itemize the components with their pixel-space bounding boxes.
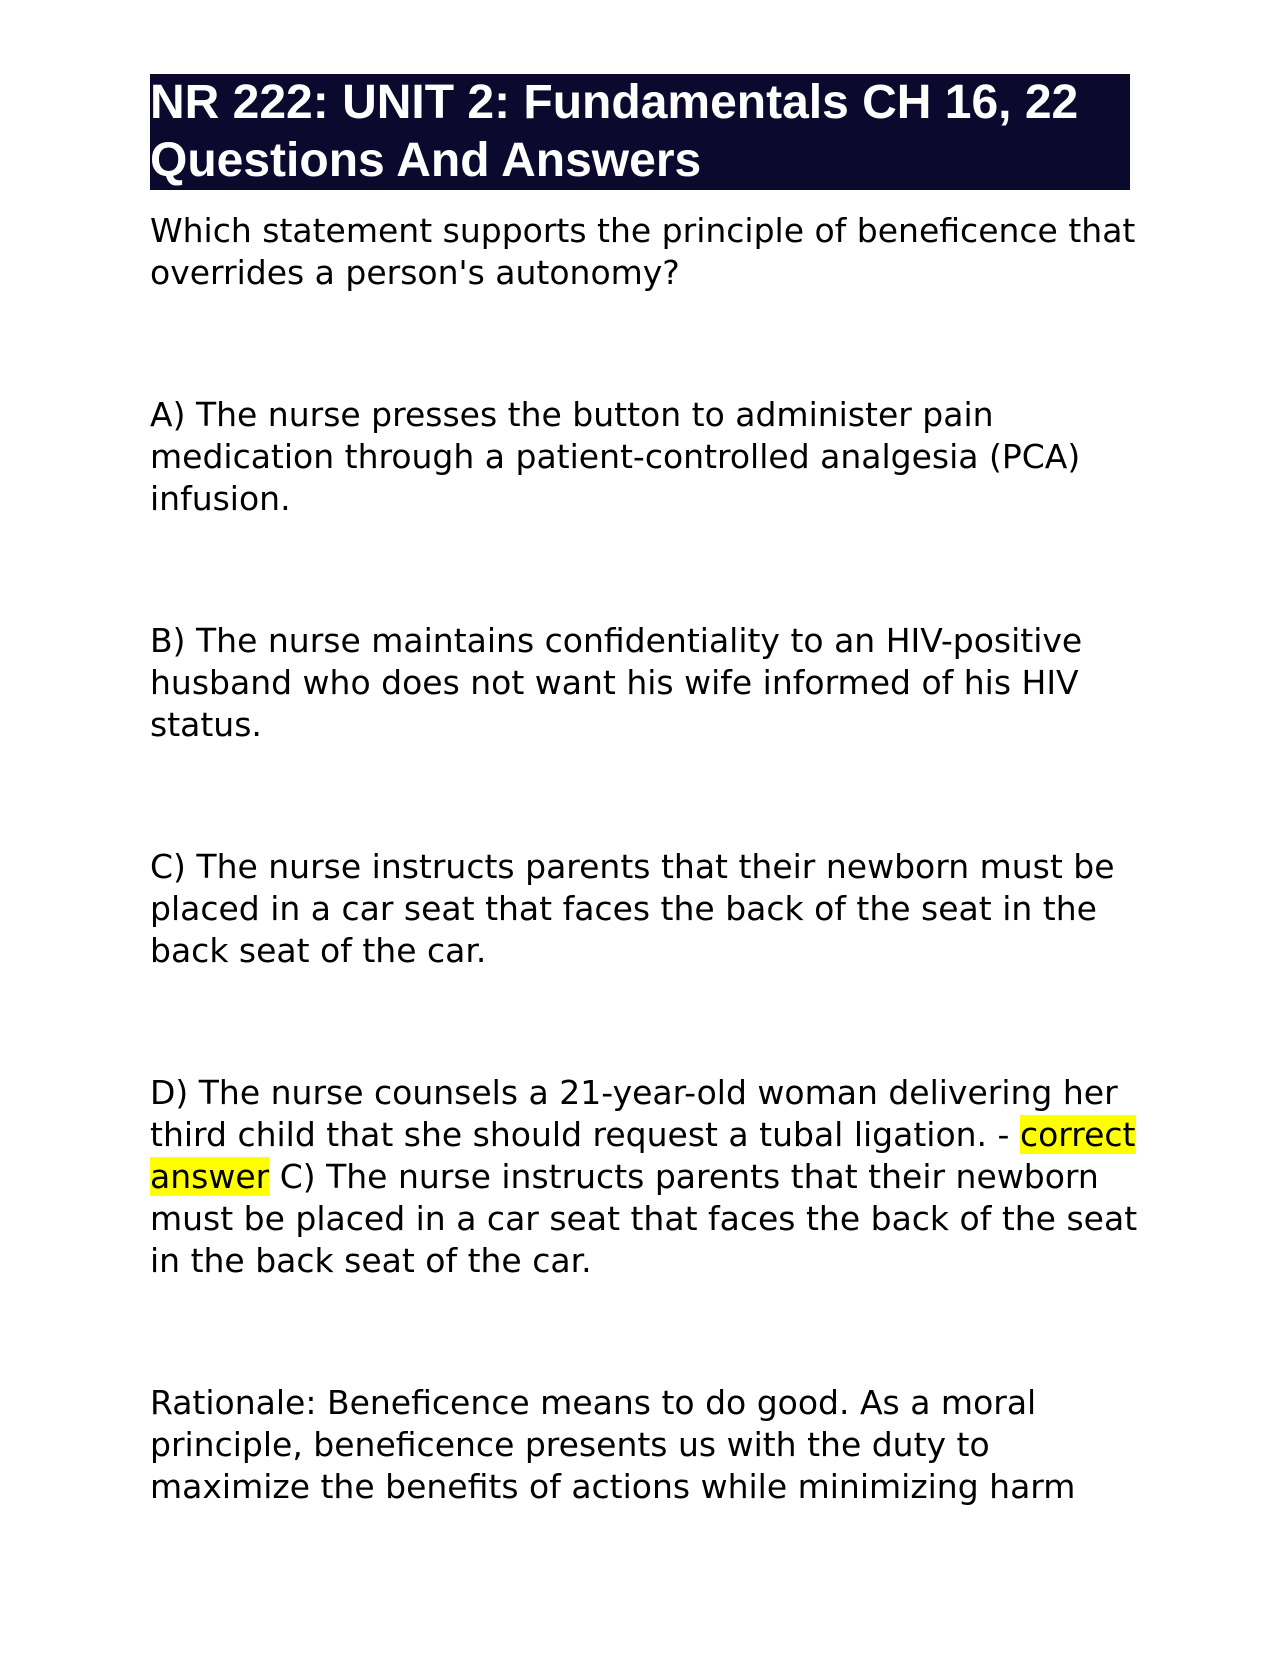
document-title: NR 222: UNIT 2: Fundamentals CH 16, 22 Questions And Answers (150, 74, 1130, 190)
option-b: B) The nurse maintains confidentiality to an HIV-positive husband who does not want his wife informed of his HIV status. (150, 621, 1083, 744)
correct-answer-text: C) The nurse instructs parents that their newborn must be placed in a car seat that faces the back of the seat in the back seat of the car. (150, 1157, 1138, 1280)
document-page (150, 74, 1140, 1508)
option-a: A) The nurse presses the button to administer pain medication through a patient-controlled analgesia (PCA) infusion. (150, 395, 1081, 518)
question-text: Which statement supports the principle of beneficence that overrides a person's autonomy? (150, 211, 1136, 292)
rationale-text: Rationale: Beneficence means to do good. As a moral principle, beneficence presents us with the duty to maximize the benefits of actions while minimizing harm (150, 1383, 1076, 1506)
option-c: C) The nurse instructs parents that their newborn must be placed in a car seat that faces the back of the seat in the back seat of the car. (150, 847, 1115, 970)
option-d: D) The nurse counsels a 21-year-old woman delivering her third child that she should request a tubal ligation. - (150, 1073, 1118, 1154)
option-d-with-answer (150, 1072, 1140, 1282)
correct-answer-label: correct answer (150, 1115, 1136, 1196)
